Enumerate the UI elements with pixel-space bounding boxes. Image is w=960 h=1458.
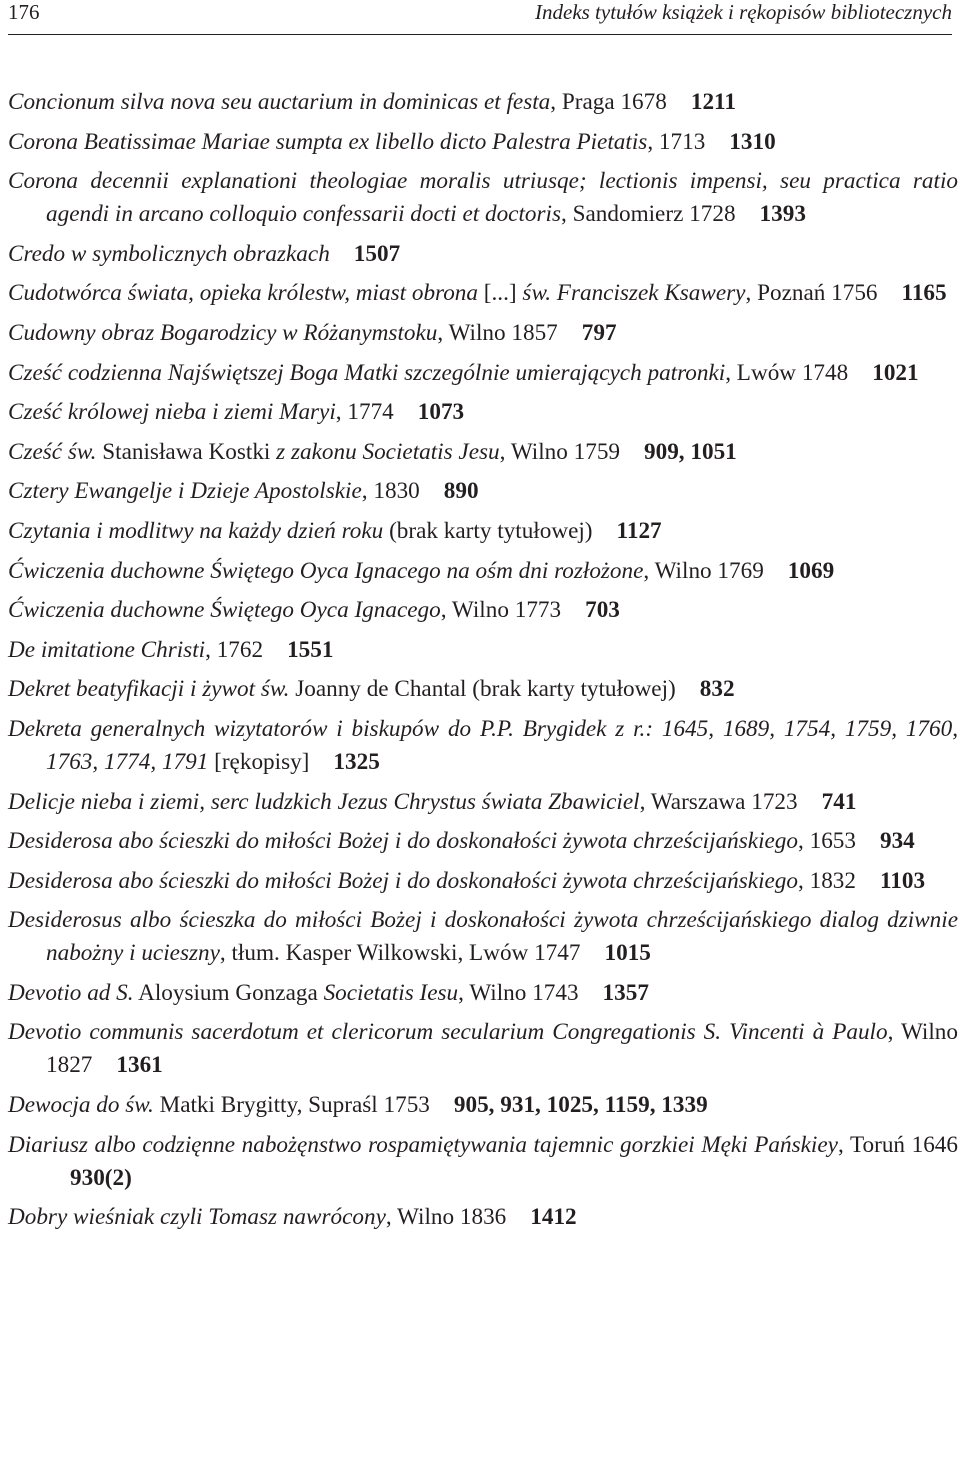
entry-title: De imitatione Christi (8, 636, 206, 663)
entry-name: Joanny de Chantal (289, 676, 473, 703)
entry-imprint: , Supraśl 1753 (296, 1092, 430, 1119)
entry-title: Cześć codzienna Najświętszej Boga Matki szczególnie umierających patronki (8, 359, 726, 386)
index-entry (8, 126, 958, 159)
entry-title-continued: z zakonu Societatis Jesu (276, 438, 500, 465)
entry-name: Matki Brygitty (153, 1092, 297, 1119)
index-entry (8, 165, 958, 231)
entry-imprint: [rękopisy] (208, 748, 310, 775)
entry-title-continued: Societatis Iesu (323, 979, 459, 1006)
entry-catalog-number: 1412 (530, 1204, 577, 1231)
index-entry (8, 594, 958, 627)
index-entry (8, 634, 958, 667)
entry-catalog-number: 703 (585, 597, 620, 624)
entry-imprint: , Praga 1678 (550, 89, 667, 115)
index-entry (8, 1201, 958, 1234)
entry-imprint: , Lwów 1748 (725, 359, 849, 386)
index-entry (8, 1089, 958, 1122)
index-entry (8, 673, 958, 706)
entry-catalog-number: 832 (699, 676, 735, 703)
entry-title: Dekret beatyfikacji i żywot św. (8, 676, 290, 703)
entry-title: Corona Beatissimae Mariae sumpta ex libello dicto Palestra Pietatis (8, 128, 648, 155)
index-entry (8, 1129, 958, 1195)
index-entry (8, 475, 958, 508)
entry-imprint: , 1832 (798, 867, 856, 894)
entry-title: Cudotwórca świata, opieka królestw, miast obrona (8, 280, 478, 307)
entry-imprint: , Toruń 1646 (837, 1131, 958, 1158)
entry-imprint: (brak karty tytułowej) (383, 517, 593, 544)
entry-imprint: , Warszawa 1723 (639, 788, 798, 815)
page-number: 176 (8, 0, 40, 24)
entry-title: Diariusz albo codzięnne nabożęnstwo rospamiętywania tajemnic gorzkiei Męki Pańskiey (8, 1131, 838, 1158)
entry-name: Stanisława Kostki (96, 438, 277, 465)
entry-catalog-number: 1357 (602, 979, 649, 1006)
entry-imprint: , 1774 (335, 399, 394, 426)
entry-catalog-number: 741 (821, 788, 857, 815)
entry-catalog-number: 1015 (604, 940, 651, 967)
entry-catalog-number: 797 (581, 319, 617, 346)
entry-imprint: , Wilno 1759 (499, 438, 621, 465)
entry-title: Devotio ad S. (8, 979, 134, 1006)
entry-catalog-number: 1393 (759, 201, 806, 228)
entry-imprint: , Wilno 1769 (643, 557, 764, 584)
index-entry (8, 977, 958, 1010)
entry-title: Desiderosus albo ścieszka do miłości Bożej i doskonałości żywota chrześcijańskiego dialog dziwnie nabożny i ucieszny (8, 907, 958, 967)
entry-catalog-number: 1507 (353, 240, 401, 267)
entry-title: Cześć św. (8, 438, 97, 465)
entry-catalog-number: 934 (879, 828, 915, 855)
entry-title: Czytania i modlitwy na każdy dzień roku (8, 517, 384, 544)
index-entry (8, 277, 958, 310)
entry-catalog-number: 1021 (872, 359, 919, 386)
entry-catalog-number: 1551 (287, 636, 334, 663)
index-entry (8, 86, 958, 119)
entry-title: Dobry wieśniak czyli Tomasz nawrócony (8, 1204, 386, 1231)
index-entry (8, 865, 958, 898)
index-entry (8, 1016, 958, 1082)
entry-title: Delicje nieba i ziemi, serc ludzkich Jezus Chrystus świata Zbawiciel (8, 788, 640, 815)
entry-title: Corona decennii explanationi theologiae moralis utriusqe; lectionis impensi, seu practica ratio agendi in arcano colloquio confessarii docti et doctoris (8, 168, 958, 228)
entry-catalog-number: 1310 (729, 128, 776, 155)
entry-catalog-number: 905, 931, 1025, 1159, 1339 (453, 1092, 708, 1119)
entry-imprint: , Wilno 1743 (458, 979, 579, 1006)
entry-imprint: , 1762 (205, 636, 264, 663)
index-entry (8, 238, 958, 271)
entry-catalog-number: 1361 (116, 1052, 163, 1079)
entry-title: Cześć królowej nieba i ziemi Maryi (8, 399, 336, 426)
index-entry (8, 436, 958, 469)
entry-catalog-number: 930(2) (70, 1164, 132, 1191)
entry-title: Devotio communis sacerdotum et clericorum secularium Congregationis S. Vincenti à Paulo (8, 1019, 888, 1046)
entry-imprint: , Wilno 1857 (437, 319, 558, 346)
entry-imprint: , 1713 (647, 128, 706, 155)
entry-imprint: , Sandomierz 1728 (561, 201, 736, 228)
entry-title: Credo w symbolicznych obrazkach (8, 240, 330, 267)
entry-title: Ćwiczenia duchowne Świętego Oyca Ignacego (8, 597, 441, 624)
entry-catalog-number: 1325 (333, 748, 380, 775)
entry-imprint: , Wilno 1827 (46, 1019, 958, 1079)
entry-title: Dewocja do św. (8, 1092, 154, 1119)
header-rule (8, 34, 952, 35)
entry-title: Cztery Ewangelje i Dzieje Apostolskie (8, 478, 362, 505)
entry-catalog-number: 1103 (879, 867, 926, 894)
entry-title: Desiderosa abo ścieszki do miłości Bożej i do doskonałości żywota chrześcijańskiego (8, 867, 798, 894)
entry-imprint: , Wilno 1836 (385, 1204, 507, 1231)
page-header (8, 0, 952, 26)
entry-imprint: (brak karty tytułowej) (472, 676, 676, 703)
index-entry (8, 904, 958, 970)
entry-title: Cudowny obraz Bogarodzicy w Różanymstoku (8, 319, 438, 346)
entry-title-continued: św. Franciszek Ksawery (522, 280, 746, 307)
index-entries (8, 86, 958, 1241)
entry-title: Dekreta generalnych wizytatorów i biskupów do P.P. Brygidek z r.: 1645, 1689, 1754, 1759, 1760, 1763, 1774, 1791 (8, 715, 958, 775)
entry-title: Desiderosa abo ścieszki do miłości Bożej i do doskonałości żywota chrześcijańskiego (8, 828, 798, 855)
running-title: Indeks tytułów książek i rękopisów bibliotecznych (535, 0, 952, 24)
index-entry (8, 713, 958, 779)
entry-catalog-number: 1073 (417, 399, 465, 426)
entry-imprint: , Poznań 1756 (745, 280, 878, 307)
index-entry (8, 357, 958, 390)
entry-name: [...] (477, 280, 523, 307)
index-entry (8, 825, 958, 858)
entry-imprint: , 1830 (361, 478, 420, 505)
entry-catalog-number: 1127 (616, 517, 662, 544)
entry-catalog-number: 1211 (690, 89, 736, 115)
entry-title: Ćwiczenia duchowne Świętego Oyca Ignacego na ośm dni rozłożone (8, 557, 644, 584)
index-entry (8, 515, 958, 548)
entry-title: Concionum silva nova seu auctarium in dominicas et festa (8, 89, 551, 115)
entry-imprint: , 1653 (798, 828, 856, 855)
entry-imprint: , tłum. Kasper Wilkowski, Lwów 1747 (219, 940, 581, 967)
index-entry (8, 786, 958, 819)
entry-catalog-number: 909, 1051 (644, 438, 737, 465)
index-entry (8, 555, 958, 588)
entry-imprint: , Wilno 1773 (440, 597, 562, 624)
index-entry (8, 317, 958, 350)
entry-catalog-number: 890 (443, 478, 479, 505)
entry-catalog-number: 1069 (787, 557, 835, 584)
index-entry (8, 396, 958, 429)
entry-name: Aloysium Gonzaga (133, 979, 324, 1006)
entry-catalog-number: 1165 (901, 280, 947, 307)
